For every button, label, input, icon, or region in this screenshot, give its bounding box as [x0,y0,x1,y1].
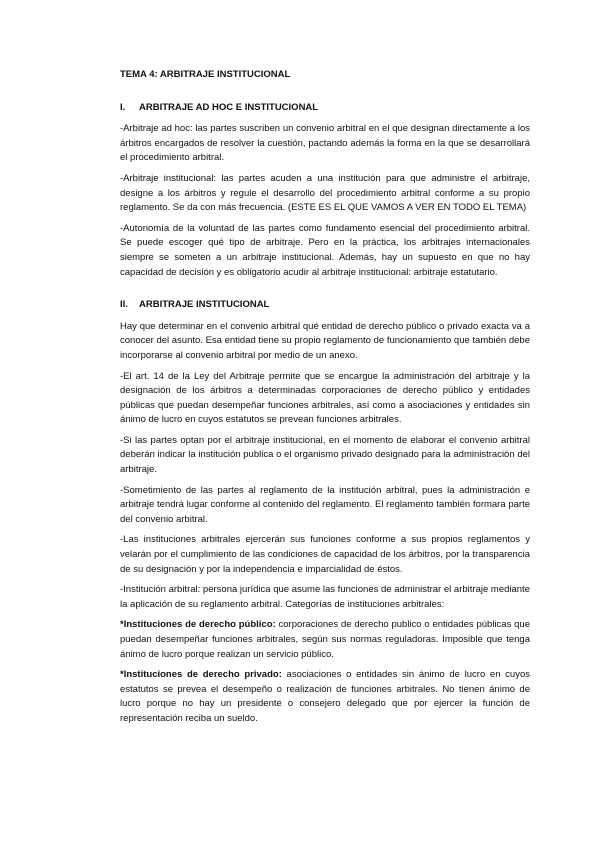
section-2-paragraph-6: -Institución arbitral: persona jurídica que asume las funciones de administrar el arbitraje mediante la aplicación de su reglamento arbitral. Categorías de instituciones arbitrales: [120,584,530,610]
section-2-paragraph-1: Hay que determinar en el convenio arbitral qué entidad de derecho público o privado exacta va a conocer del asunto. Esa entidad tiene su propio reglamento de funcionamiento que también debe incorporarse al convenio arbitral por medio de un anexo. [120,320,530,361]
section-2-number: II. [120,299,128,311]
section-2-paragraph-4: -Sometimiento de las partes al reglamento de la institución arbitral, pues la administración e arbitraje tendrá lugar conforme al contenido del reglamento. El reglamento también formara parte del convenio arbitral. [120,484,530,525]
public-institutions-text: corporaciones de derecho publico o entidades públicas que puedan desempeñar funciones arbitrales, según sus normas reguladoras. Imposible que tenga ánimo de lucro porque realizan un servicio público. [120,619,530,660]
section-spacer [120,286,530,298]
section-2-heading [120,298,530,313]
section-2-title: ARBITRAJE INSTITUCIONAL [139,299,270,311]
section-1-heading [120,101,530,116]
section-2-paragraph-5: -Las instituciones arbitrales ejercerán sus funciones conforme a sus propios reglamentos y velarán por el cumplimiento de las condiciones de capacidad de los árbitros, por la transparencia de su designación y por la independencia e imparcialidad de éstos. [120,534,530,575]
section-2-paragraph-2: -El art. 14 de la Ley del Arbitraje permite que se encargue la administración del arbitraje y la designación de los árbitros a determinadas corporaciones de derecho público y entidades públicas que puedan desempeñar funciones arbitrales, así como a asociaciones y entidades sin ánimo de lucro en cuyos estatutos se prevean funciones arbitrales. [120,370,530,426]
section-1-paragraph-3: -Autonomía de la voluntad de las partes como fundamento esencial del procedimiento arbitral. Se puede escoger qué tipo de arbitraje. Pero en la práctica, los arbitrajes internacionales siempre se someten a un arbitraje institucional. Además, hay un supuesto en que no hay capacidad de decisión y es obligatorio acudir al arbitraje institucional: arbitraje estatutario. [120,222,530,278]
section-1-paragraph-1: -Arbitraje ad hoc: las partes suscriben un convenio arbitral en el que designan directamente a los árbitros encargados de resolver la cuestión, pactando además la forma en la que se desarrollará el procedimiento arbitral. [120,123,530,164]
section-2-paragraph-7 [120,618,530,662]
public-institutions-label: *Instituciones de derecho público: [120,619,276,631]
document-title: TEMA 4: ARBITRAJE INSTITUCIONAL [120,69,291,80]
section-2-paragraph-8 [120,668,530,726]
section-1-paragraph-2: -Arbitraje institucional: las partes acuden a una institución para que administre el arbitraje, designe a los árbitros y regule el desarrollo del procedimiento arbitral conforme a su propio reglamento. Se da con más frecuencia. (ESTE ES EL QUE VAMOS A VER EN TODO EL TEMA) [120,172,530,214]
private-institutions-label: *Instituciones de derecho privado: [120,669,282,681]
section-1-title: ARBITRAJE AD HOC E INSTITUCIONAL [139,101,319,113]
document-page [120,68,530,733]
section-1-number: I. [120,101,126,113]
private-institutions-text: asociaciones o entidades sin ánimo de lucro en cuyos estatutos se prevea el desempeño o realización de funciones arbitrales. No tienen ánimo de lucro porque no hay un presidente o consejero delegado que por ejercer la función de representación reciba un sueldo. [120,669,530,724]
section-2-paragraph-3: -Si las partes optan por el arbitraje institucional, en el momento de elaborar el convenio arbitral deberán indicar la institución publica o el organismo privado designado para la administración del arbitraje. [120,434,530,476]
